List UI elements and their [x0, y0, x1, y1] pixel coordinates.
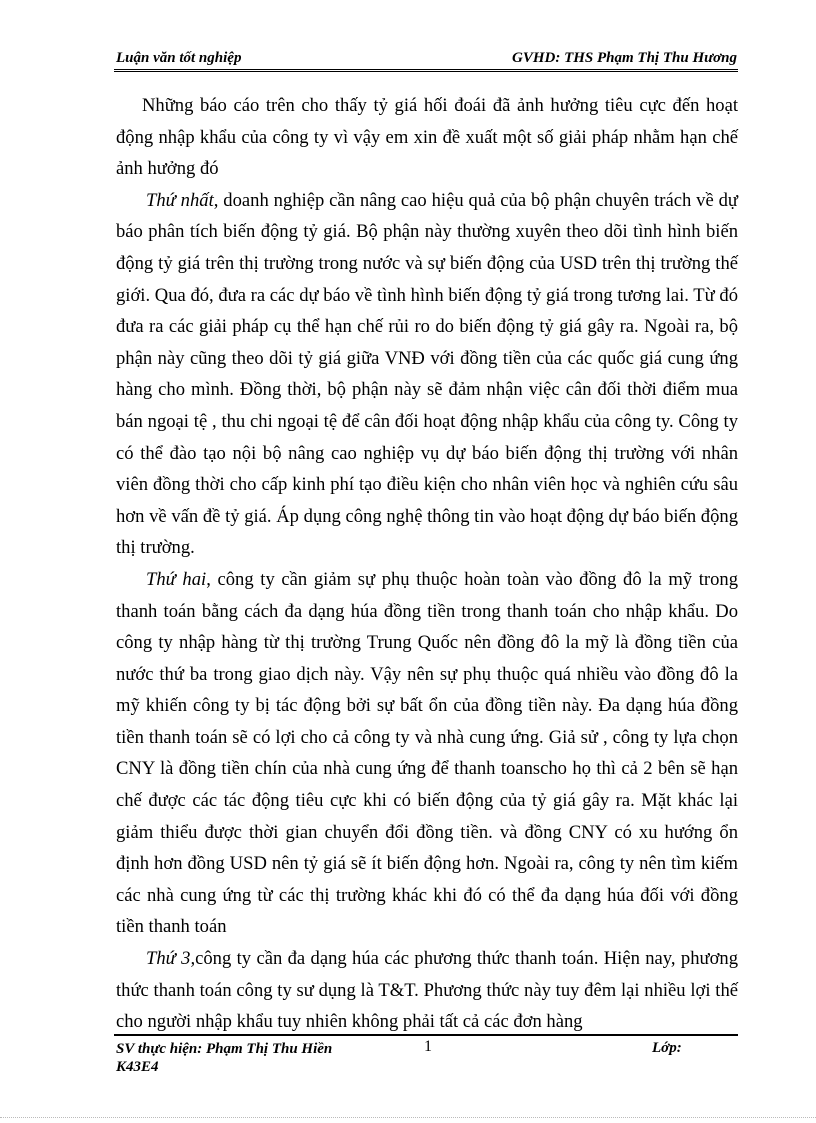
page-bottom-dotted-line [0, 1117, 816, 1118]
footer-divider [114, 1034, 738, 1036]
solution-3-text: công ty cần đa dạng húa các phương thức thanh toán. Hiện nay, phương thức thanh toán công ty sư dụng là T&T. Phương thức này tuy đêm lại nhiều lợi thế cho người nhập khẩu tuy nhiên không phải tất cả các đơn hàng [116, 948, 739, 1033]
footer-class-label: Lớp: [652, 1040, 682, 1056]
page-header [116, 46, 737, 70]
page-body [116, 90, 738, 1038]
header-divider [114, 69, 738, 72]
paragraph-solution-3 [116, 943, 738, 1038]
paragraph-intro-text: Những báo cáo trên cho thấy tỷ giá hối đoái đã ảnh hưởng tiêu cực đến hoạt động nhập khẩu của công ty vì vậy em xin đề xuất một số giải pháp nhằm hạn chế ảnh hưởng đó [116, 95, 738, 180]
paragraph-intro [116, 90, 738, 185]
footer-student-info [116, 1040, 376, 1076]
solution-2-text: , công ty cần giảm sự phụ thuộc hoàn toàn vào đồng đô la mỹ trong thanh toán bằng cách đa dạng húa đồng tiền trong thanh toán cho nhập khẩu. Do công ty nhập hàng từ thị trường Trung Quốc nên đồng đô la mỹ là đồng tiền của nước thứ ba trong giao dịch này. Vậy nên sự phụ thuộc quá nhiều vào đồng đô la mỹ khiến công ty bị tác động bởi sự bất ổn của đồng tiền này. Đa dạng húa đồng tiền thanh toán sẽ có lợi cho cả công ty và nhà cung ứng. Giả sử , công ty lựa chọn CNY là đồng tiền chín của nhà cung ứng để thanh toanscho họ thì cả 2 bên sẽ hạn chế được các tác động tiêu cực khi có biến động của tỷ giá gây ra. Mặt khác lại giảm thiểu được thời gian chuyển đổi đồng tiền. và đồng CNY có xu hướng ổn định hơn đồng USD nên tỷ giá sẽ ít biến động hơn. Ngoài ra, công ty nên tìm kiếm các nhà cung ứng từ các thị trường khác khi đó có thể đa dạng húa đối với đồng tiền thanh toán [116, 568, 739, 938]
header-document-type: Luận văn tốt nghiệp [116, 50, 242, 66]
paragraph-solution-1 [116, 185, 738, 564]
page-number: 1 [424, 1038, 432, 1055]
footer-class-code: K43E4 [116, 1059, 159, 1075]
solution-1-text: , doanh nghiệp cần nâng cao hiệu quả của bộ phận chuyên trách về dự báo phân tích biến động tỷ giá. Bộ phận này thường xuyên theo dõi tình hình biến động tỷ giá trên thị trường trong nước và sự biến động của USD trên thị trường thế giới. Qua đó, đưa ra các dự báo về tình hình biến động tỷ giá trong tương lai. Từ đó đưa ra các giải pháp cụ thể hạn chế rủi ro do biến động tỷ giá gây ra. Ngoài ra, bộ phận này cũng theo dõi tỷ giá giữa VNĐ với đồng tiền của các quốc giá cung ứng hàng cho mình. Đồng thời, bộ phận này sẽ đảm nhận việc cân đối thời điểm mua bán ngoại tệ , thu chi ngoại tệ để cân đối hoạt động nhập khẩu của công ty. Công ty có thể đào tạo nội bộ nâng cao nghiệp vụ dự báo biến động thị trường với nhân viên đồng thời cho cấp kinh phí tạo điều kiện cho nhân viên học và nghiên cứu sâu hơn về vấn đề tỷ giá. Áp dụng công nghệ thông tin vào hoạt động dự báo biến động thị trường. [116, 189, 739, 559]
solution-1-lead: Thứ nhất [146, 189, 214, 211]
solution-3-lead: Thứ 3, [146, 948, 196, 970]
paragraph-solution-2 [116, 564, 738, 943]
footer-student-name: SV thực hiện: Phạm Thị Thu Hiền [116, 1041, 333, 1057]
solution-2-lead: Thứ hai [146, 568, 207, 590]
header-supervisor: GVHD: THS Phạm Thị Thu Hương [512, 50, 737, 66]
